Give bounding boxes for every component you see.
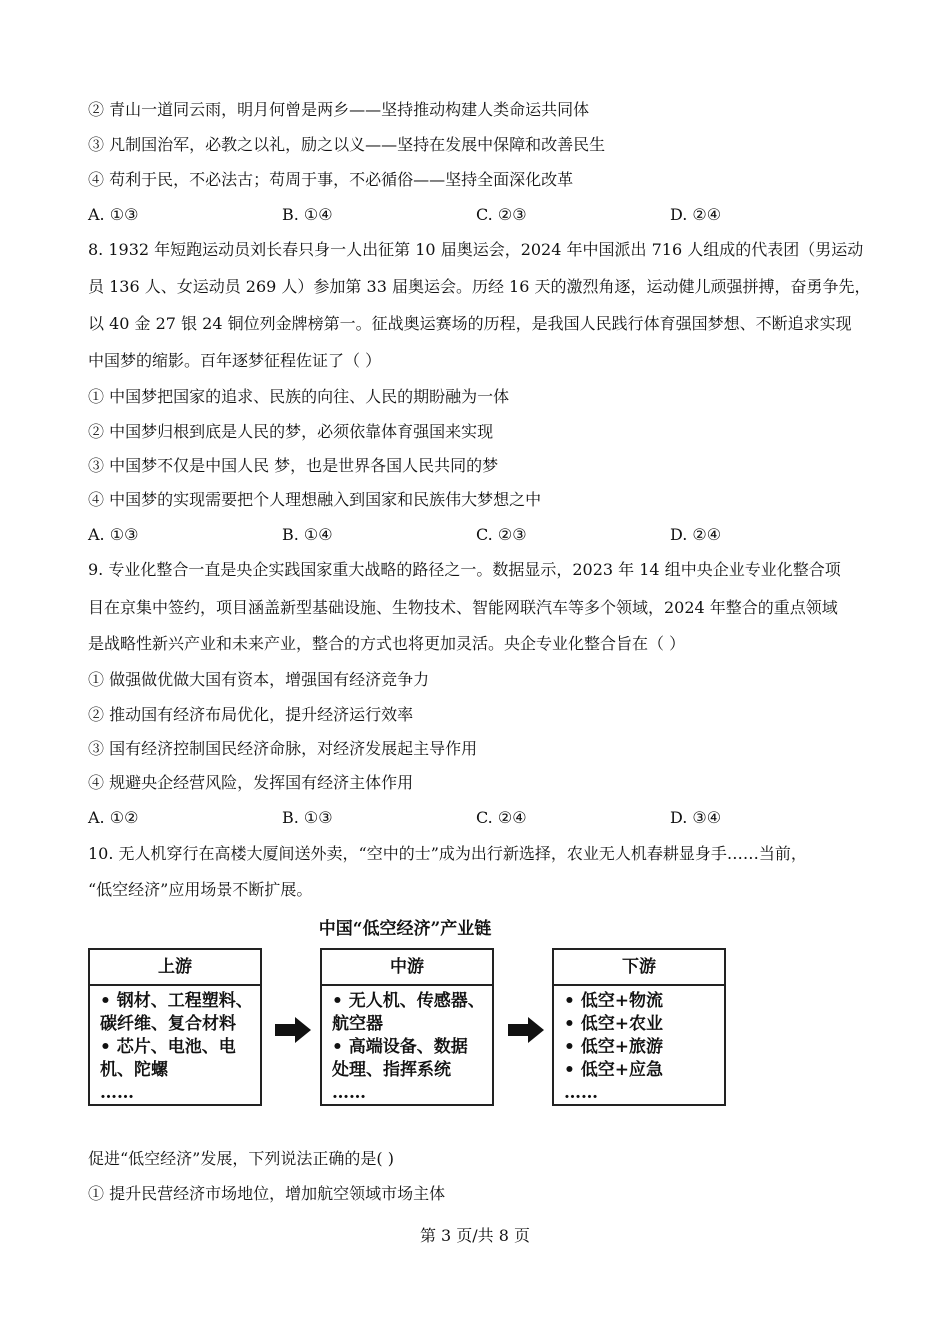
upstream-heading: 上游 [90,950,260,986]
q10-stem-line: 10. 无人机穿行在高楼大厦间送外卖，“空中的士”成为出行新选择，农业无人机春耕显身手……当前， [88,844,807,863]
box-line: • 低空+农业 [564,1014,664,1034]
q8-item-2: ② 中国梦归根到底是人民的梦，必须依靠体育强国来实现 [88,422,494,441]
q10-question: 促进“低空经济”发展，下列说法正确的是( ) [88,1149,394,1168]
downstream-box [552,948,726,1106]
box-line: • 无人机、传感器、 [332,991,485,1011]
box-line: …… [332,1083,366,1103]
q9-stem-line: 是战略性新兴产业和未来产业，整合的方式也将更加灵活。央企专业化整合旨在（ ） [88,634,686,653]
q9-item-3: ③ 国有经济控制国民经济命脉，对经济发展起主导作用 [88,739,478,758]
box-line: • 芯片、电池、电 [100,1037,236,1057]
q10-item-1: ① 提升民营经济市场地位，增加航空领域市场主体 [88,1184,446,1203]
box-line: 处理、指挥系统 [332,1060,451,1080]
q8-item-4: ④ 中国梦的实现需要把个人理想融入到国家和民族伟大梦想之中 [88,490,542,509]
q8-stem-line: 8. 1932 年短跑运动员刘长春只身一人出征第 10 届奥运会，2024 年中国派出 716 人组成的代表团（男运动 [88,240,864,259]
midstream-box [320,948,494,1106]
box-line: 航空器 [332,1014,383,1034]
box-line: …… [100,1083,134,1103]
q7-item-4: ④ 苟利于民，不必法古；苟周于事，不必循俗——坚持全面深化改革 [88,170,574,189]
q8-stem-line: 员 136 人、女运动员 269 人）参加第 33 届奥运会。历经 16 天的激烈角逐，运动健儿顽强拼搏，奋勇争先， [88,277,871,296]
q9-option-b: B. ①③ [282,808,333,827]
q8-option-c: C. ②③ [476,525,527,544]
q9-option-a: A. ①② [88,808,139,827]
q9-item-1: ① 做强做优做大国有资本，增强国有经济竞争力 [88,670,430,689]
q8-stem-line: 中国梦的缩影。百年逐梦征程佐证了（ ） [88,351,382,370]
q9-stem-line: 9. 专业化整合一直是央企实践国家重大战略的路径之一。数据显示，2023 年 14 组中央企业专业化整合项 [88,560,841,579]
q7-option-a: A. ①③ [88,205,139,224]
q8-item-1: ① 中国梦把国家的追求、民族的向往、人民的期盼融为一体 [88,387,510,406]
box-line: 碳纤维、复合材料 [100,1014,236,1034]
q8-option-a: A. ①③ [88,525,139,544]
arrow-right-icon [275,1017,311,1043]
q7-option-d: D. ②④ [670,205,722,224]
q8-stem-line: 以 40 金 27 银 24 铜位列金牌榜第一。征战奥运赛场的历程，是我国人民践行体育强国梦想、不断追求实现 [88,314,852,333]
q7-item-2: ② 青山一道同云雨，明月何曾是两乡——坚持推动构建人类命运共同体 [88,100,590,119]
arrow-right-icon [508,1017,544,1043]
page-footer: 第 3 页/共 8 页 [419,1226,531,1245]
q9-option-d: D. ③④ [670,808,722,827]
q9-item-2: ② 推动国有经济布局优化，提升经济运行效率 [88,705,414,724]
q8-option-b: B. ①④ [282,525,333,544]
downstream-heading: 下游 [554,950,724,986]
q7-option-c: C. ②③ [476,205,527,224]
midstream-heading: 中游 [322,950,492,986]
q7-item-3: ③ 凡制国治军，必教之以礼，励之以义——坚持在发展中保障和改善民生 [88,135,606,154]
q8-options [88,525,868,545]
box-line: • 低空+应急 [564,1060,664,1080]
box-line: • 钢材、工程塑料、 [100,991,253,1011]
q7-options [88,205,868,225]
upstream-box [88,948,262,1106]
q9-stem-line: 目在京集中签约，项目涵盖新型基础设施、生物技术、智能网联汽车等多个领域，2024 年整合的重点领域 [88,598,838,617]
box-line: …… [564,1083,598,1103]
box-line: • 低空+物流 [564,991,664,1011]
box-line: • 高端设备、数据 [332,1037,468,1057]
q8-item-3: ③ 中国梦不仅是中国人民 梦，也是世界各国人民共同的梦 [88,456,499,475]
q8-option-d: D. ②④ [670,525,722,544]
q9-item-4: ④ 规避央企经营风险，发挥国有经济主体作用 [88,773,414,792]
box-line: • 低空+旅游 [564,1037,664,1057]
q10-stem-line: “低空经济”应用场景不断扩展。 [88,880,313,899]
q7-option-b: B. ①④ [282,205,333,224]
box-line: 机、陀螺 [100,1060,168,1080]
q9-option-c: C. ②④ [476,808,527,827]
q9-options [88,808,868,828]
diagram-title: 中国“低空经济”产业链 [318,919,492,939]
